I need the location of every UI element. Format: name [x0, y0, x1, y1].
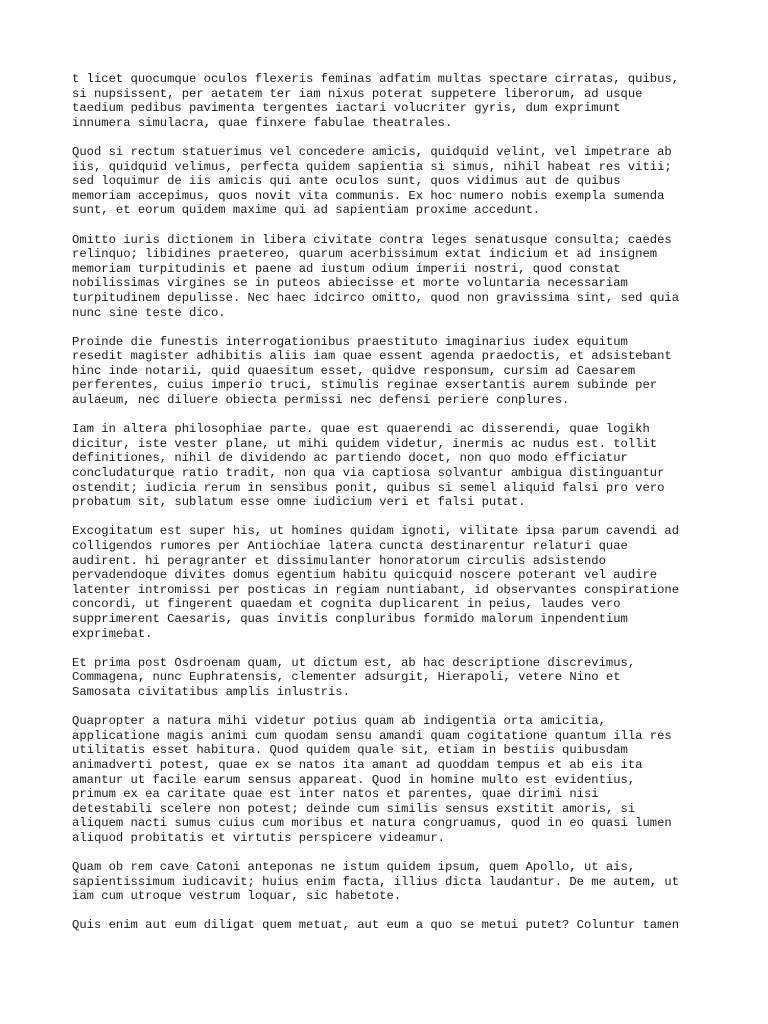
paragraph-10: Quis enim aut eum diligat quem metuat, aut eum a quo se metui putet? Coluntur tamen — [72, 918, 680, 933]
paragraph-7: Et prima post Osdroenam quam, ut dictum est, ab hac descriptione discrevimus, Commagena, nunc Euphratensis, clementer adsurgit, Hierapoli, vetere Nino et Samosata civitatibus amplis inlustris. — [72, 655, 636, 699]
paragraph-8: Quapropter a natura mihi videtur potius quam ab indigentia orta amicitia, applicatione magis animi cum quodam sensu amandi quam cogitatione quantum illa res utilitatis esset habitura. Quod quidem quale sit, etiam in bestiis quibusdam animadverti potest, quae ex se natos ita amant ad quoddam tempus et ab eis ita amantur ut facile earum sensus appareat. Quod in homine multo est evidentius, primum ex ea caritate quae est inter natos et parentes, quae dirimi nisi detestabili scelere non potest; deinde cum similis sensus exstitit amoris, si aliquem nacti sumus cuius cum moribus et natura congruamus, quod in eo quasi lumen aliquod probitatis et virtutis perspicere videamur. — [72, 714, 672, 845]
paragraph-2: Quod si rectum statuerimus vel concedere amicis, quidquid velint, vel impetrare ab iis, quidquid velimus, perfecta quidem sapientia si simus, nihil habeat res vitii; sed loquimur de iis amicis qui ante oculos sunt, quos vidimus aut de quibus memoriam accepimus, quos novit vita communis. Ex hoc numero nobis exempla sumenda sunt, et eorum quidem maxime qui ad sapientiam proxime accedunt. — [72, 144, 672, 218]
paragraph-4: Proinde die funestis interrogationibus praestituto imaginarius iudex equitum resedit magister adhibitis aliis iam quae essent agenda praedoctis, et adsistebant hinc inde notarii, quid quaesitum esset, quidve responsum, cursim ad Caesarem perferentes, cuius imperio truci, stimulis reginae exsertantis aurem subinde per aulaeum, nec diluere obiecta permissi nec defensi periere conplures. — [72, 334, 672, 408]
paragraph-6: Excogitatum est super his, ut homines quidam ignoti, vilitate ipsa parum cavendi ad colligendos rumores per Antiochiae latera cuncta destinarentur relaturi quae audirent. hi peragranter et dissimulanter honoratorum circulis adsistendo pervadendoque divites domus egentium habitu quicquid noscere poterant vel audire latenter intromissi per posticas in regiam nuntiabant, id observantes conspiratione concordi, ut fingerent quaedam et cognita duplicarent in peius, laudes vero supprimerent Caesaris, quas invitis conpluribus formido malorum inpendentium exprimebat. — [72, 524, 680, 641]
paragraph-5: Iam in altera philosophiae parte. quae est quaerendi ac disserendi, quae logikh dicitur, iste vester plane, ut mihi quidem videtur, inermis ac nudus est. tollit definitiones, nihil de dividendo ac partiendo docet, non quo modo efficiatur concludaturque ratio tradit, non qua via captiosa solvantur ambigua distinguantur ostendit; iudicia rerum in sensibus ponit, quibus si semel aliquid falsi pro vero probatum sit, sublatum esse omne iudicium veri et falsi putat. — [72, 422, 665, 510]
paragraph-1: t licet quocumque oculos flexeris feminas adfatim multas spectare cirratas, quibus, si nupsissent, per aetatem ter iam nixus poterat suppetere liberorum, ad usque taedium pedibus pavimenta tergentes iactari volucriter gyris, dum exprimunt innumera simulacra, quae finxere fabulae theatrales. — [72, 72, 680, 130]
document-body — [72, 72, 702, 948]
paragraph-9: Quam ob rem cave Catoni anteponas ne istum quidem ipsum, quem Apollo, ut ais, sapientissimum iudicavit; huius enim facta, illius dicta laudantur. De me autem, ut iam cum utroque vestrum loquar, sic habetote. — [72, 860, 680, 904]
paragraph-3: Omitto iuris dictionem in libera civitate contra leges senatusque consulta; caedes relinquo; libidines praetereo, quarum acerbissimum extat indicium et ad insignem memoriam turpitudinis et paene ad iustum odium imperii nostri, quod constat nobilissimas virgines se in puteos abiecisse et morte voluntaria necessariam turpitudinem depulisse. Nec haec idcirco omitto, quod non gravissima sint, sed quia nunc sine teste dico. — [72, 232, 680, 320]
